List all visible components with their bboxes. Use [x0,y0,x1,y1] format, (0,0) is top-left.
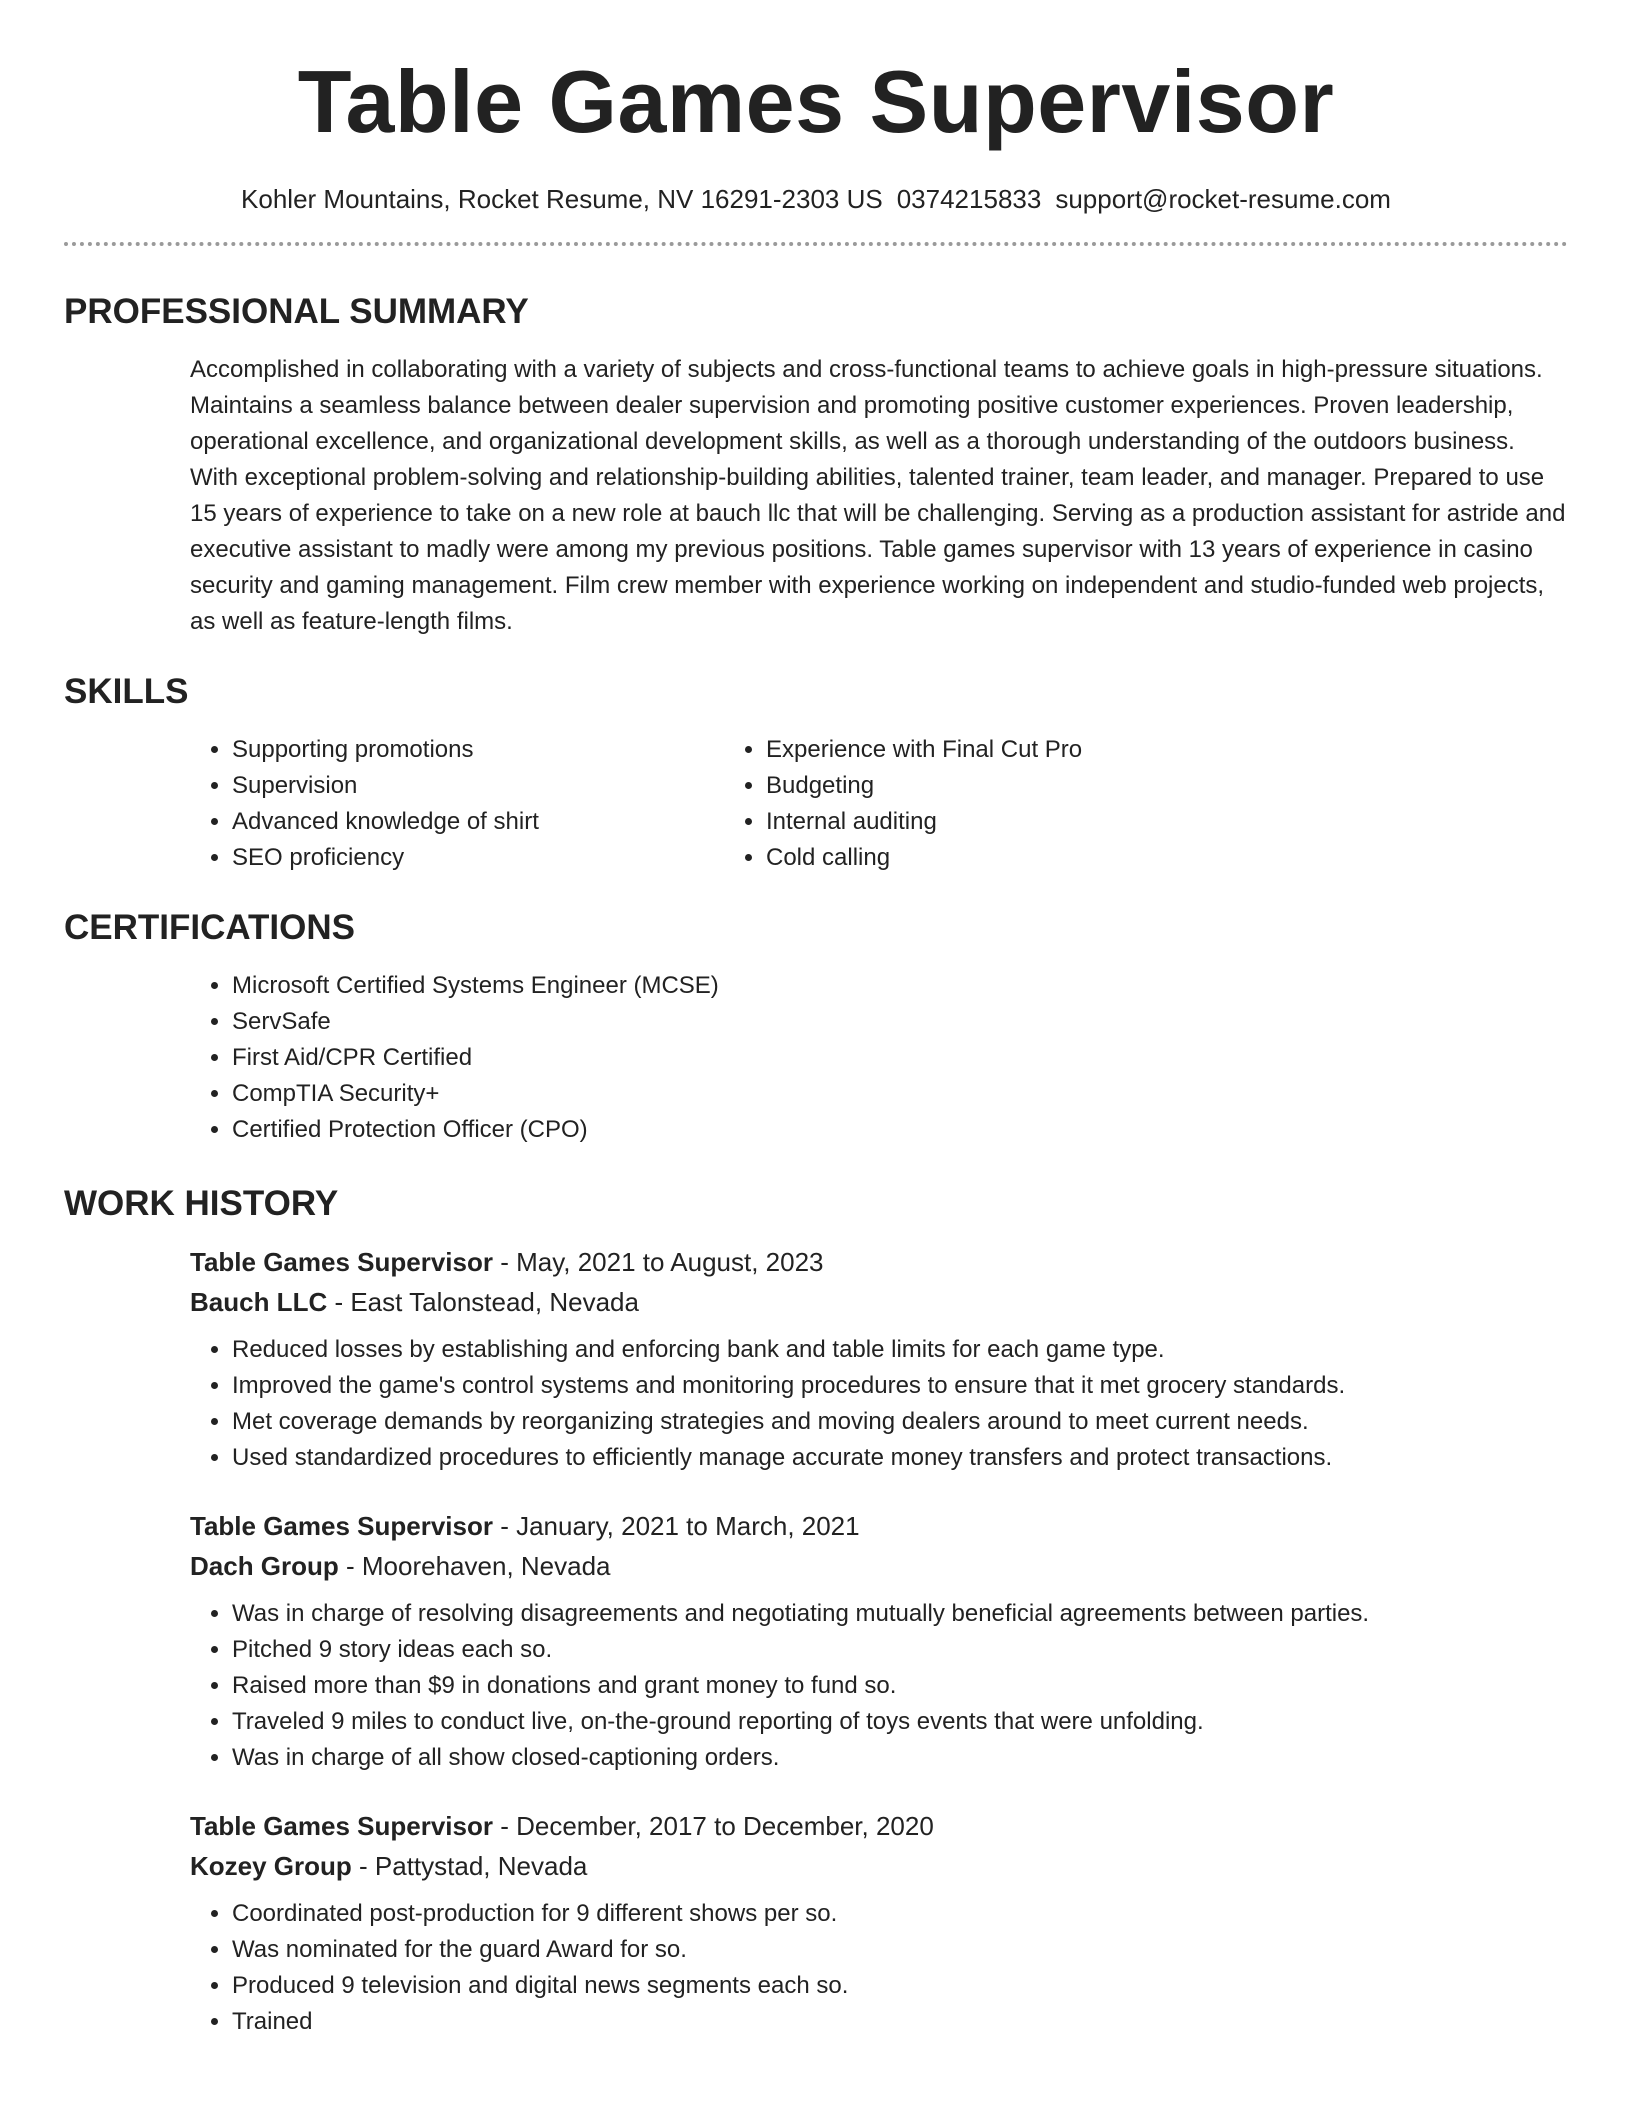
job-bullet: • Was in charge of all show closed-captioning orders. [232,1740,1632,1776]
job-company-line [190,1846,1632,1886]
job-company: Dach Group [190,1551,339,1581]
job-title-line [190,1242,1632,1282]
skill-item: • Experience with Final Cut Pro [766,732,1216,768]
candidate-name: Table Games Supervisor [297,52,1335,151]
certifications-section [0,906,1632,1148]
job-entry [0,1242,1632,1476]
job-role: Table Games Supervisor [190,1511,493,1541]
skill-item: • Cold calling [766,840,1216,876]
skills-right-list [534,732,1216,876]
job-bullet: • Raised more than $9 in donations and grant money to fund so. [232,1668,1632,1704]
job-dates: - January, 2021 to March, 2021 [492,1511,860,1541]
job-company-line [190,1282,1632,1322]
certification-item: • ServSafe [232,1004,1632,1040]
resume-header [0,0,1632,216]
contact-line [0,182,1632,216]
summary-text: Accomplished in collaborating with a variety of subjects and cross-functional teams to achieve goals in high-pressure situations. Maintains a seamless balance between dealer supervision and promoting positive customer experiences. Proven leadership, operational excellence, and organizational development skills, as well as a thorough understanding of the outdoors business. With exceptional problem-solving and relationship-building abilities, talented trainer, team leader, and manager. Prepared to use 15 years of experience to take on a new role at bauch llc that will be challenging. Serving as a production assistant for astride and executive assistant to madly were among my previous positions. Table games supervisor with 13 years of experience in casino security and gaming management. Film crew member with experience working on independent and studio-funded web projects, as well as feature-length films. [190,356,1566,635]
job-title-line [190,1806,1632,1846]
job-bullets [0,1896,1632,2040]
certification-item: • First Aid/CPR Certified [232,1040,1632,1076]
certification-item: • Microsoft Certified Systems Engineer (MCSE) [232,968,1632,1004]
job-bullet: • Traveled 9 miles to conduct live, on-the-ground reporting of toys events that were unfolding. [232,1704,1632,1740]
skill-item: • Supervision [232,768,682,804]
job-company: Kozey Group [190,1851,352,1881]
skills-heading: SKILLS [64,672,189,711]
job-bullet: • Trained [232,2004,1632,2040]
header-divider [64,242,1568,246]
contact-email[interactable]: support@rocket-resume.com [1055,184,1391,214]
job-bullet: • Reduced losses by establishing and enforcing bank and table limits for each game type. [232,1332,1632,1368]
job-bullet: • Met coverage demands by reorganizing strategies and moving dealers around to meet current needs. [232,1404,1632,1440]
certifications-heading: CERTIFICATIONS [64,908,356,947]
certification-item: • Certified Protection Officer (CPO) [232,1112,1632,1148]
job-bullet: • Pitched 9 story ideas each so. [232,1632,1632,1668]
job-bullet: • Was in charge of resolving disagreements and negotiating mutually beneficial agreements between parties. [232,1596,1632,1632]
contact-address: Kohler Mountains, Rocket Resume, NV 16291-2303 US [241,184,883,214]
summary-heading: PROFESSIONAL SUMMARY [64,292,529,331]
certifications-list [0,968,1632,1148]
job-location: - Pattystad, Nevada [351,1851,588,1881]
skill-item: • Internal auditing [766,804,1216,840]
job-bullet: • Coordinated post-production for 9 different shows per so. [232,1896,1632,1932]
summary-section [0,290,1632,640]
job-location: - East Talonstead, Nevada [327,1287,639,1317]
job-entry [0,1806,1632,2040]
job-title-line [190,1506,1632,1546]
job-bullet: • Used standardized procedures to efficiently manage accurate money transfers and protect transactions. [232,1440,1632,1476]
skills-section [0,670,1632,876]
job-bullet: • Produced 9 television and digital news segments each so. [232,1968,1632,2004]
skill-item: • Budgeting [766,768,1216,804]
job-bullets [0,1596,1632,1776]
skill-item: • Advanced knowledge of shirt [232,804,682,840]
work-history-section [0,1182,1632,2040]
job-bullet: • Was nominated for the guard Award for so. [232,1932,1632,1968]
contact-phone: 0374215833 [896,184,1042,214]
job-dates: - May, 2021 to August, 2023 [492,1247,824,1277]
job-entry [0,1506,1632,1776]
certification-item: • CompTIA Security+ [232,1076,1632,1112]
skills-columns [0,732,1632,876]
skill-item: • SEO proficiency [232,840,682,876]
job-role: Table Games Supervisor [190,1247,493,1277]
skill-item: • Supporting promotions [232,732,682,768]
job-bullet: • Improved the game's control systems and monitoring procedures to ensure that it met grocery standards. [232,1368,1632,1404]
job-role: Table Games Supervisor [190,1811,493,1841]
job-bullets [0,1332,1632,1476]
work-history-heading: WORK HISTORY [64,1184,339,1223]
job-company: Bauch LLC [190,1287,328,1317]
job-dates: - December, 2017 to December, 2020 [492,1811,934,1841]
job-company-line [190,1546,1632,1586]
job-location: - Moorehaven, Nevada [338,1551,611,1581]
